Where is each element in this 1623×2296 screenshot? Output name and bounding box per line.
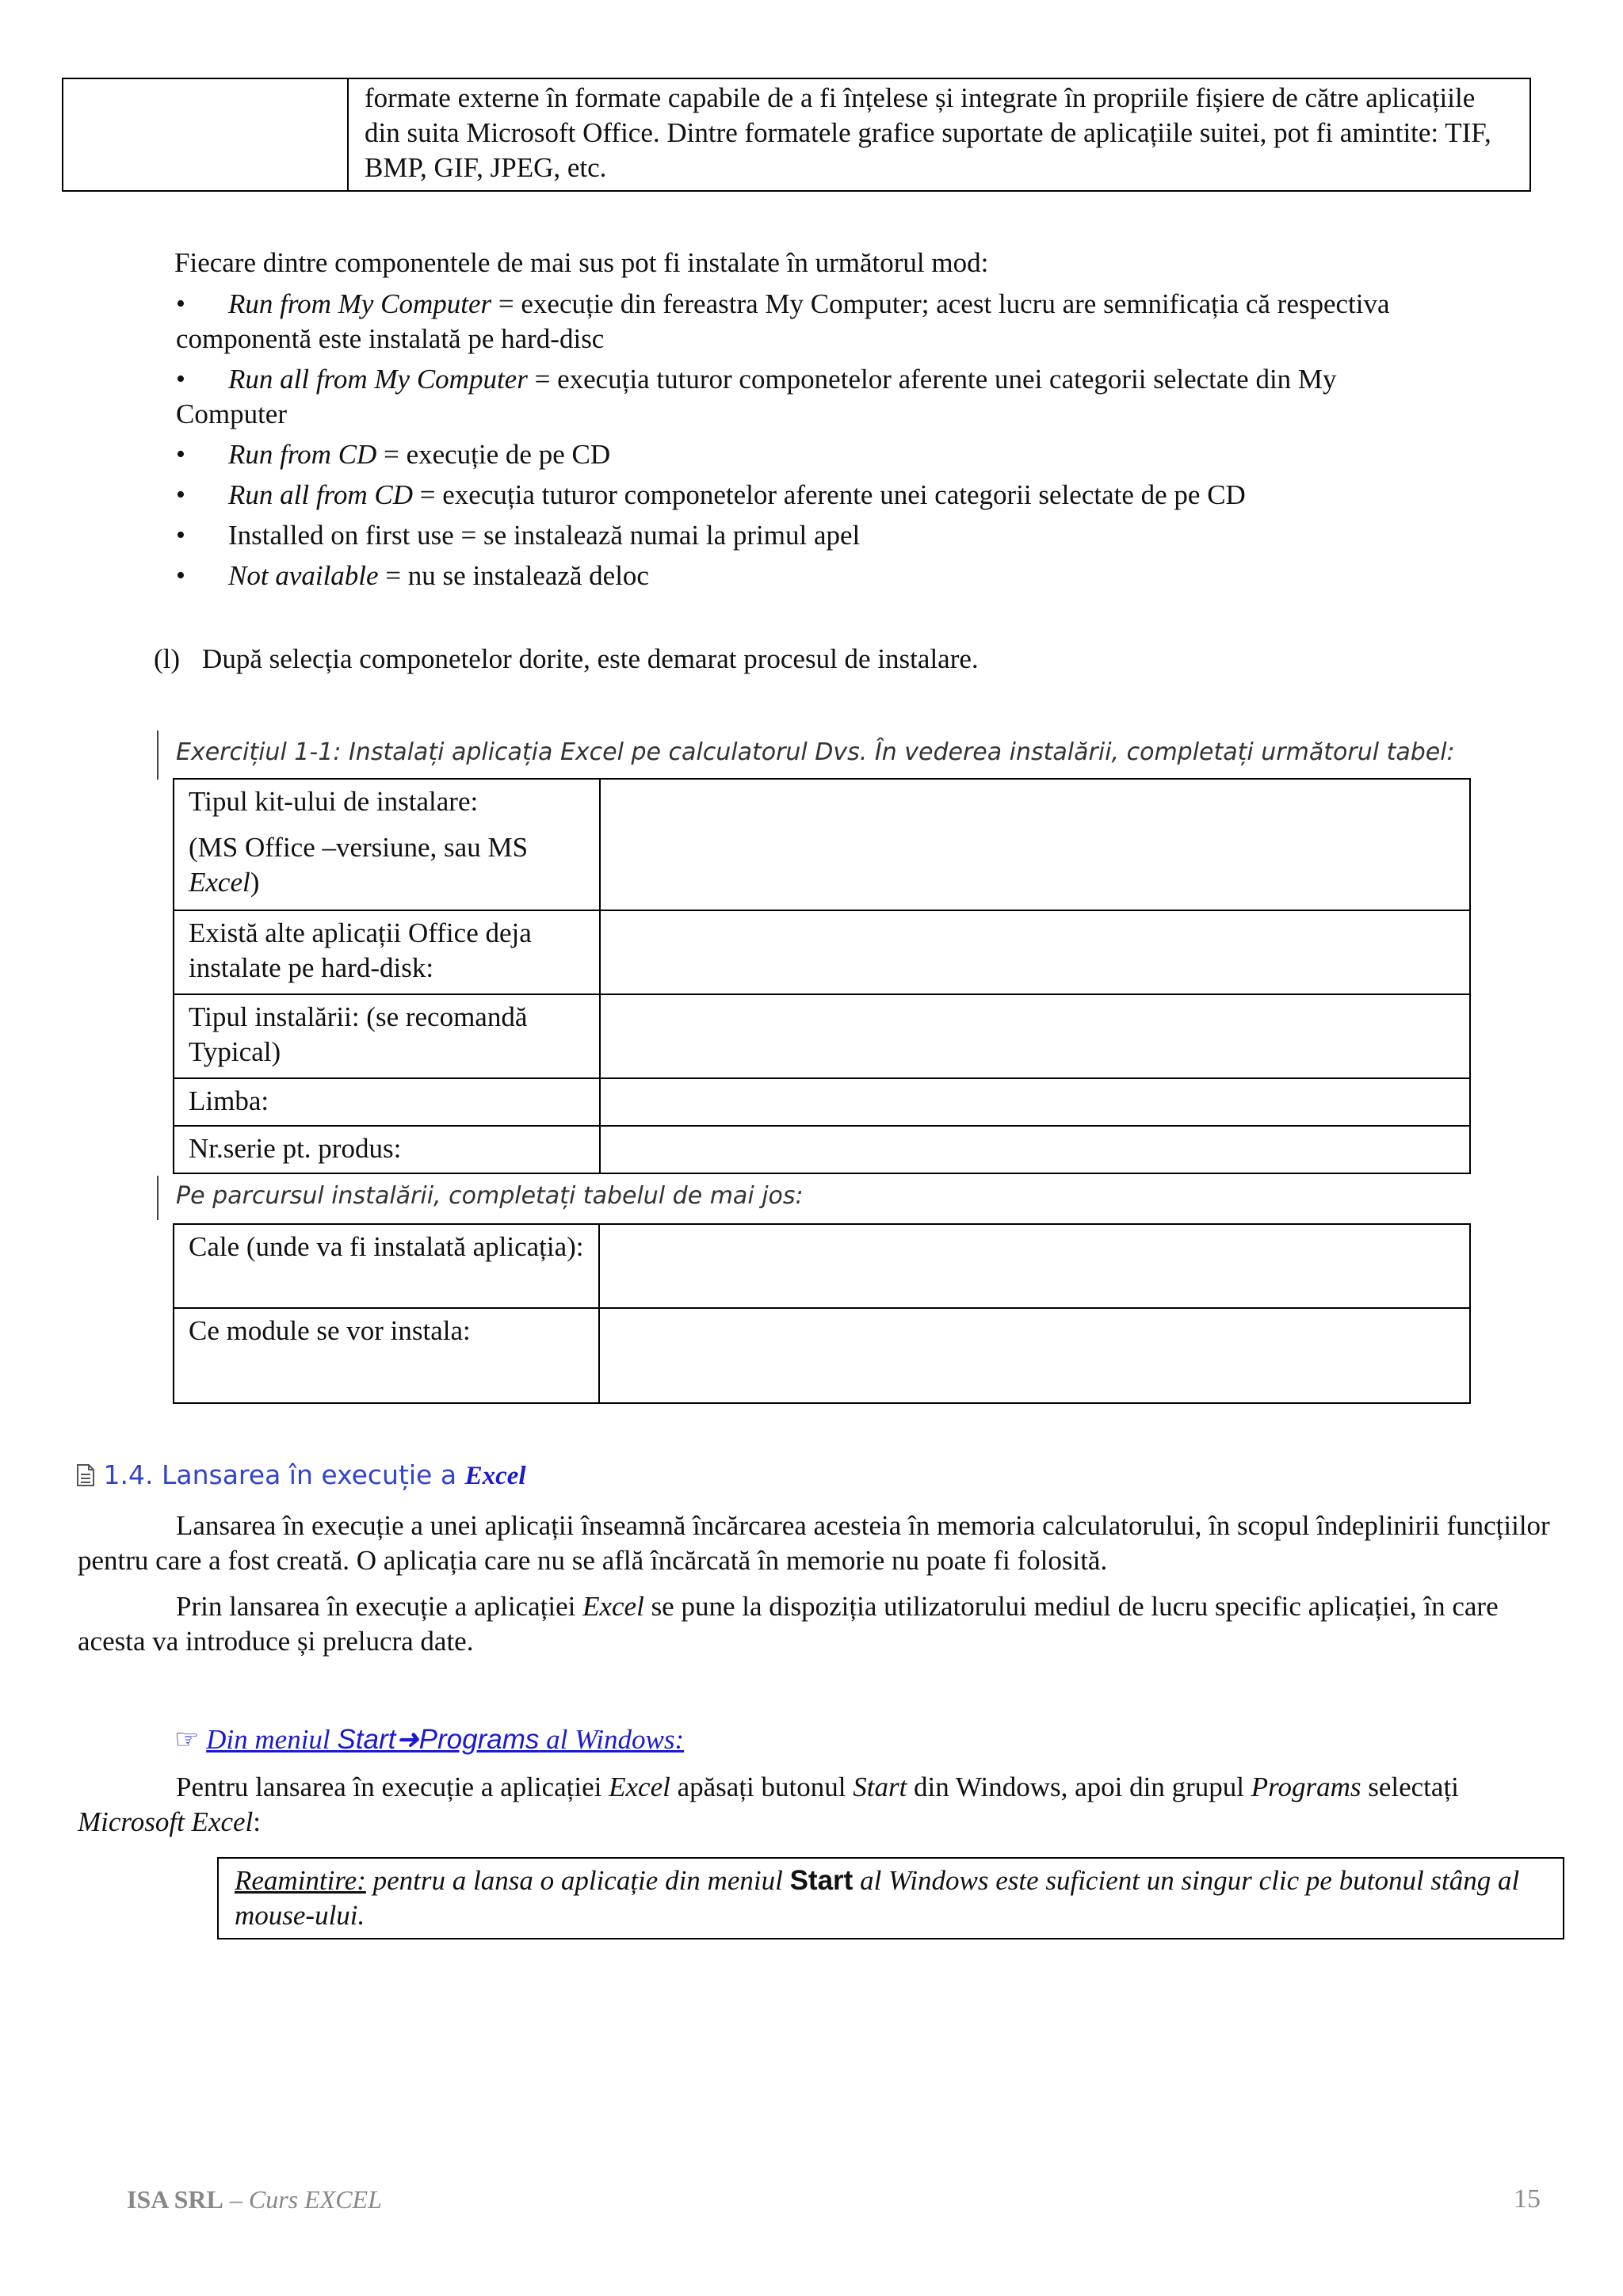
table-row xyxy=(174,779,1470,910)
page-number: 15 xyxy=(1514,2184,1541,2214)
exercise-note: Exercițiul 1-1: Instalați aplicația Excel pe calculatorul Dvs. În vederea instalării, completați următorul tabel: xyxy=(176,738,1455,766)
table-row xyxy=(174,1078,1470,1126)
table-row xyxy=(174,910,1470,994)
list-item: • Not available = nu se instalează deloc xyxy=(176,560,649,591)
paragraph: Lansarea în execuție a unei aplicații înseamnă încărcarea acesteia în memoria calculatorului, în scopul îndeplinirii funcțiilor pentru care a fost creată. O aplicația care nu se află încărcată în memorie nu poate fi folosită. xyxy=(78,1510,1550,1576)
list-item: • Installed on first use = se instalează numai la primul apel xyxy=(176,520,861,551)
note-bar xyxy=(157,1176,158,1220)
answer-cell[interactable] xyxy=(599,1224,1470,1308)
answer-cell[interactable] xyxy=(600,1078,1470,1126)
list-item: • Run all from CD = execuția tuturor componetelor aferente unei categorii selectate de pe CD xyxy=(176,479,1246,510)
table-cell: Nr.serie pt. produs: xyxy=(174,1126,600,1173)
document-icon xyxy=(76,1459,104,1490)
table-cell: Cale (unde va fi instalată aplicația): xyxy=(174,1224,599,1308)
continuation-table xyxy=(62,78,1531,192)
answer-cell[interactable] xyxy=(600,779,1470,910)
list-item: • Run all from My Computer = execuția tuturor componetelor aferente unei categorii selectate din My Computer xyxy=(176,364,1337,429)
footer-left: ISA SRL – Curs EXCEL xyxy=(127,2185,382,2214)
table-row xyxy=(174,1126,1470,1173)
table-row xyxy=(174,1308,1470,1403)
install-options-list xyxy=(176,287,1560,599)
install-info-table xyxy=(173,778,1471,1174)
paragraph: Pentru lansarea în execuție a aplicației Excel apăsați butonul Start din Windows, apoi din grupul Programs selectați Microsoft Excel: xyxy=(78,1772,1459,1837)
answer-cell[interactable] xyxy=(600,910,1470,994)
table-cell: Există alte aplicații Office deja instalate pe hard-disk: xyxy=(174,910,600,994)
list-item: • Run from My Computer = execuție din fereastra My Computer; acest lucru are semnificația că respectiva componentă este instalată pe hard-disc xyxy=(176,288,1390,354)
list-item: • Run from CD = execuție de pe CD xyxy=(176,439,611,470)
pointing-hand-icon: ☞ xyxy=(174,1724,200,1755)
start-menu-subheading[interactable] xyxy=(174,1722,684,1757)
table-row xyxy=(174,994,1470,1078)
table-cell-text: formate externe în formate capabile de a fi înțelese și integrate în propriile fișiere de către aplicațiile din suita Microsoft Office. Dintre formatele grafice suportate de aplicațiile suitei, pot fi amintite: TIF, BMP, GIF, JPEG, etc. xyxy=(365,82,1491,183)
start-menu-link[interactable]: Din meniul Start➜Programs al Windows: xyxy=(206,1724,685,1755)
install-path-table xyxy=(173,1223,1471,1404)
exercise-note-2: Pe parcursul instalării, completați tabelul de mai jos: xyxy=(176,1182,804,1210)
table-row xyxy=(174,1224,1470,1308)
section-heading: 1.4. Lansarea în execuție a Excel xyxy=(76,1458,526,1493)
intro-text: Fiecare dintre componentele de mai sus pot fi instalate în următorul mod: xyxy=(174,247,989,278)
table-divider xyxy=(347,79,349,190)
answer-cell[interactable] xyxy=(600,994,1470,1078)
table-cell: Ce module se vor instala: xyxy=(174,1308,599,1403)
answer-cell[interactable] xyxy=(599,1308,1470,1403)
paragraph: Prin lansarea în execuție a aplicației Excel se pune la dispoziția utilizatorului mediul de lucru specific aplicației, în care acesta va introduce și prelucra date. xyxy=(78,1591,1499,1657)
step-l: (l) După selecția componetelor dorite, este demarat procesul de instalare. xyxy=(154,643,979,674)
table-cell: Tipul kit-ului de instalare: (MS Office –versiune, sau MS Excel) xyxy=(174,779,600,910)
table-cell: Tipul instalării: (se recomandă Typical) xyxy=(174,994,600,1078)
reminder-box: Reamintire: pentru a lansa o aplicație din meniul Start al Windows este suficient un singur clic pe butonul stâng al mouse-ului. xyxy=(217,1857,1564,1939)
answer-cell[interactable] xyxy=(600,1126,1470,1173)
table-cell: Limba: xyxy=(174,1078,600,1126)
note-bar xyxy=(157,730,158,780)
